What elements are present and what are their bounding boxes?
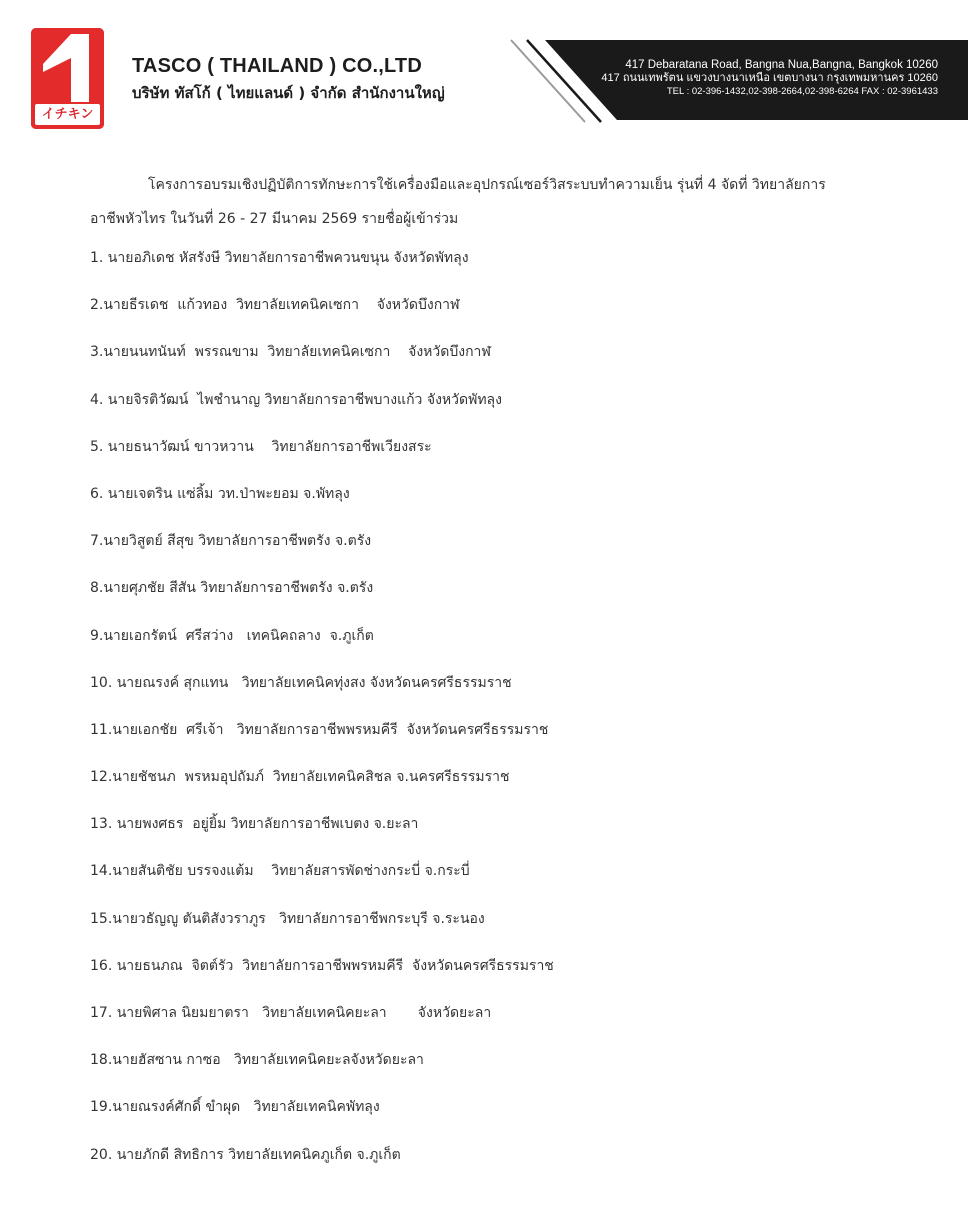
participant-item: 13. นายพงศธร อยู่ยิ้ม วิทยาลัยการอาชีพเบตง จ.ยะลา [90, 816, 419, 833]
company-heading [132, 55, 445, 105]
participant-item: 12.นายชัชนภ พรหมอุปถัมภ์ วิทยาลัยเทคนิคสิชล จ.นครศรีธรรมราช [90, 769, 510, 786]
participant-item: 9.นายเอกรัตน์ ศรีสว่าง เทคนิคถลาง จ.ภูเก็ต [90, 627, 374, 644]
participant-item: 8.นายศุภชัย สีสัน วิทยาลัยการอาชีพตรัง จ.ตรัง [90, 580, 374, 597]
intro-paragraph [90, 168, 870, 236]
banner-address-block [601, 58, 938, 98]
participant-list [90, 246, 870, 1190]
intro-line-2: อาชีพหัวไทร ในวันที่ 26 - 27 มีนาคม 2569 รายชื่อผู้เข้าร่วม [90, 211, 459, 227]
participant-item: 4. นายจิรติวัฒน์ ไพชำนาญ วิทยาลัยการอาชีพบางแก้ว จังหวัดพัทลุง [90, 391, 502, 408]
address-th: 417 ถนนเทพรัตน แขวงบางนาเหนือ เขตบางนา กรุงเทพมหานคร 10260 [601, 72, 938, 84]
participant-item: 19.นายณรงค์ศักดิ์ ขำผุด วิทยาลัยเทคนิคพัทลุง [90, 1099, 380, 1116]
participant-item: 5. นายธนาวัฒน์ ขาวหวาน วิทยาลัยการอาชีพเวียงสระ [90, 438, 432, 455]
participant-item: 1. นายอภิเดช หัสรังษี วิทยาลัยการอาชีพควนขนุน จังหวัดพัทลุง [90, 250, 469, 266]
participant-item: 3.นายนนทนันท์ พรรณขาม วิทยาลัยเทคนิคเซกา จังหวัดบึงกาฬ [90, 344, 491, 361]
participant-item: 10. นายณรงค์ สุกแทน วิทยาลัยเทคนิคทุ่งสง จังหวัดนครศรีธรรมราช [90, 674, 512, 691]
logo-text: イチキン [35, 104, 100, 125]
company-logo [31, 28, 104, 129]
intro-line-1: โครงการอบรมเชิงปฏิบัติการทักษะการใช้เครื่องมือและอุปกรณ์เซอร์วิสระบบทำความเย็น รุ่นที่ 4 จัดที่ วิทยาลัยการ [148, 177, 826, 193]
address-en: 417 Debaratana Road, Bangna Nua,Bangna, Bangkok 10260 [625, 59, 938, 71]
participant-item: 18.นายฮัสซาน กาซอ วิทยาลัยเทคนิคยะลจังหวัดยะลา [90, 1052, 424, 1069]
participant-item: 2.นายธีรเดช แก้วทอง วิทยาลัยเทคนิคเซกา จังหวัดบึงกาฬ [90, 297, 460, 314]
participant-item: 15.นายวธัญญู ตันติสังวราภูร วิทยาลัยการอาชีพกระบุรี จ.ระนอง [90, 910, 485, 927]
participant-item: 6. นายเจตริน แซ่ลิ้ม วท.ป่าพะยอม จ.พัทลุง [90, 485, 350, 502]
participant-item: 20. นายภักดี สิทธิการ วิทยาลัยเทคนิคภูเก็ต จ.ภูเก็ต [90, 1146, 401, 1163]
contact-info: TEL : 02-396-1432,02-398-2664,02-398-6264 FAX : 02-3961433 [666, 86, 938, 97]
participant-item: 16. นายธนภณ จิตต์รัว วิทยาลัยการอาชีพพรหมคีรี จังหวัดนครศรีธรรมราช [90, 957, 554, 974]
participant-item: 7.นายวิสูตย์ สีสุข วิทยาลัยการอาชีพตรัง จ.ตรัง [90, 533, 372, 550]
participant-item: 14.นายสันติชัย บรรจงแต้ม วิทยาลัยสารพัดช่างกระบี่ จ.กระบี่ [90, 863, 470, 880]
company-name-th: บริษัท ทัสโก้ ( ไทยแลนด์ ) จำกัด สำนักงานใหญ่ [132, 84, 445, 102]
address-banner [505, 38, 968, 124]
company-name-en: TASCO ( THAILAND ) CO.,LTD [132, 55, 422, 77]
participant-item: 11.นายเอกชัย ศรีเจ้า วิทยาลัยการอาชีพพรหมคีรี จังหวัดนครศรีธรรมราช [90, 721, 549, 738]
document-body [90, 168, 870, 1190]
participant-item: 17. นายพิศาล นิยมยาตรา วิทยาลัยเทคนิคยะลา จังหวัดยะลา [90, 1005, 492, 1021]
